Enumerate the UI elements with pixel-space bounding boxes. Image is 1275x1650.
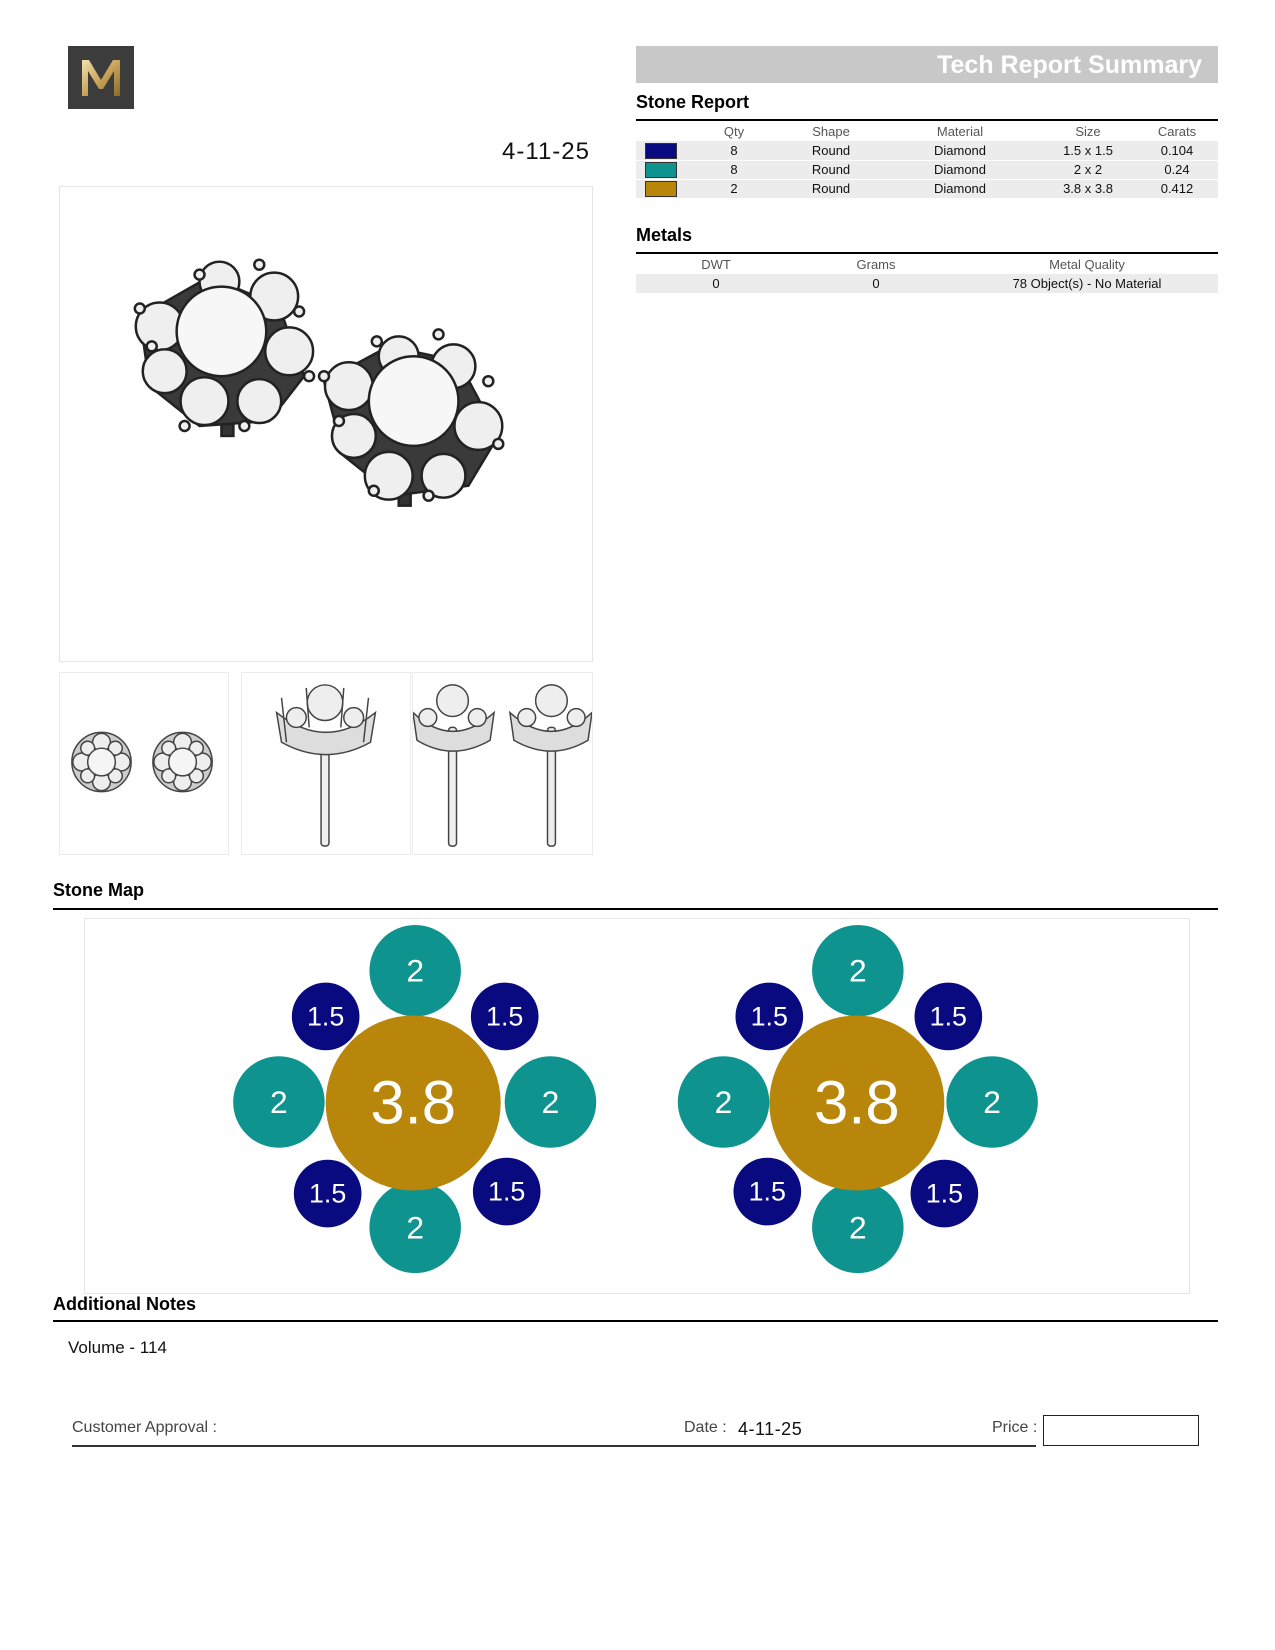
carats-cell: 0.24 — [1136, 160, 1218, 179]
color-swatch — [645, 162, 677, 178]
notes-text: Volume - 114 — [68, 1338, 167, 1357]
thumbnail-front-view[interactable] — [412, 672, 593, 855]
stone-report-table — [636, 122, 1218, 198]
stone-bottom-right-label: 1.5 — [488, 1176, 526, 1207]
metals-title: Metals — [636, 225, 693, 245]
table-row — [636, 160, 1218, 179]
table-row — [636, 274, 1218, 293]
carats-cell: 0.104 — [1160, 142, 1194, 158]
col-material: Material — [936, 124, 984, 139]
main-render-image — [59, 186, 593, 662]
col-qty: Qty — [723, 124, 745, 139]
metals-rule — [636, 252, 1218, 254]
col-shape: Shape — [812, 124, 850, 139]
stone-left-label: 2 — [714, 1084, 733, 1121]
stone-bottom-left-label: 1.5 — [308, 1178, 347, 1209]
material-cell: Diamond — [933, 142, 987, 158]
col-carats: Carats — [1157, 124, 1197, 139]
stone-report-title: Stone Report — [636, 92, 750, 112]
stone-right-label: 2 — [983, 1084, 1001, 1121]
stone-bottom-label: 2 — [848, 1209, 867, 1246]
color-swatch — [645, 181, 677, 197]
stone-left-label: 2 — [270, 1084, 288, 1121]
stone-top-left-label: 1.5 — [750, 1001, 788, 1032]
size-cell: 1.5 x 1.5 — [1063, 142, 1113, 158]
size-cell: 2 x 2 — [1040, 160, 1136, 179]
shape-cell: Round — [811, 142, 851, 158]
report-title: Tech Report Summary — [937, 51, 1202, 79]
thumbnail-side-view[interactable] — [241, 672, 411, 855]
approval-date-value: 4-11-25 — [738, 1419, 803, 1439]
stone-center-label: 3.8 — [813, 1068, 900, 1138]
customer-approval-label: Customer Approval : — [72, 1419, 217, 1436]
notes-title: Additional Notes — [53, 1294, 196, 1314]
qty-cell: 2 — [686, 179, 782, 198]
report-date: 4-11-25 — [502, 138, 590, 165]
stone-report-rule — [636, 119, 1218, 121]
dwt-cell: 0 — [712, 276, 720, 291]
company-logo — [68, 46, 134, 109]
stone-top-label: 2 — [406, 952, 425, 989]
qty-cell: 8 — [730, 142, 738, 158]
earring-map-right — [678, 925, 1038, 1273]
report-title-banner — [636, 46, 1218, 83]
metals-header-row — [636, 255, 1218, 274]
metal-quality-cell: 78 Object(s) - No Material — [1012, 276, 1162, 291]
stone-map-rule — [53, 908, 1218, 910]
qty-cell: 8 — [686, 160, 782, 179]
col-size: Size — [1075, 124, 1101, 139]
col-dwt: DWT — [701, 257, 731, 272]
table-row — [636, 141, 1218, 160]
stone-bottom-label: 2 — [406, 1209, 425, 1246]
stone-bottom-right-label: 1.5 — [925, 1178, 964, 1209]
price-field[interactable] — [1043, 1415, 1199, 1446]
size-cell: 3.8 x 3.8 — [1040, 179, 1136, 198]
approval-date-label: Date : — [684, 1419, 727, 1436]
price-label: Price : — [992, 1419, 1038, 1436]
color-swatch — [645, 143, 677, 159]
material-cell: Diamond — [880, 160, 1040, 179]
stone-top-left-label: 1.5 — [307, 1001, 345, 1032]
material-cell: Diamond — [880, 179, 1040, 198]
stone-top-right-label: 1.5 — [486, 1001, 524, 1032]
stone-center-label: 3.8 — [370, 1068, 457, 1138]
stone-bottom-left-label: 1.5 — [748, 1176, 786, 1207]
shape-cell: Round — [782, 179, 880, 198]
stone-top-label: 2 — [848, 952, 867, 989]
thumbnail-top-view[interactable] — [59, 672, 229, 855]
approval-signature-line — [72, 1445, 1036, 1447]
col-grams: Grams — [856, 257, 896, 272]
carats-cell: 0.412 — [1136, 179, 1218, 198]
stone-right-label: 2 — [541, 1084, 560, 1121]
grams-cell: 0 — [872, 276, 880, 291]
earring-map-left — [233, 925, 596, 1273]
stone-map-diagram — [84, 918, 1190, 1294]
stone-report-header-row — [636, 122, 1218, 141]
col-metal-quality: Metal Quality — [1049, 257, 1125, 272]
stone-top-right-label: 1.5 — [929, 1001, 967, 1032]
shape-cell: Round — [782, 160, 880, 179]
metals-table — [636, 255, 1218, 293]
stone-map-title: Stone Map — [53, 880, 145, 900]
notes-rule — [53, 1320, 1218, 1322]
table-row — [636, 179, 1218, 198]
